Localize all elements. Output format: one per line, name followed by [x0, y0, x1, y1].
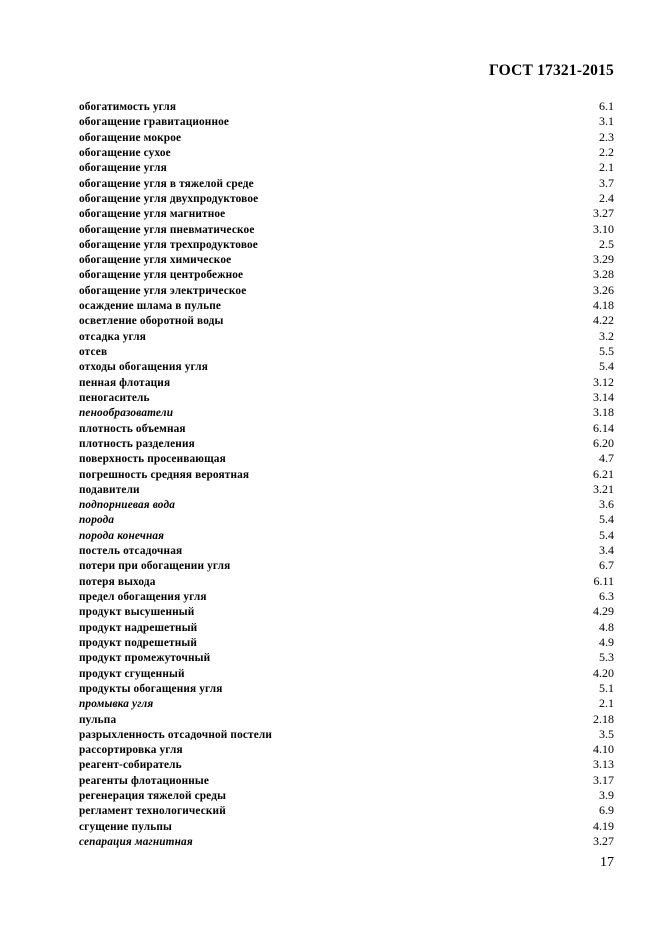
index-reference: 4.20 [593, 665, 614, 680]
index-term: промывка угля [79, 698, 154, 711]
index-reference: 3.6 [599, 497, 614, 512]
index-reference: 6.7 [599, 558, 614, 573]
index-entry [79, 635, 614, 650]
index-term: пеногаситель [79, 391, 150, 404]
index-entry [79, 742, 614, 757]
index-entry [79, 222, 614, 237]
index-term: отсев [79, 346, 108, 358]
index-term: обогащение угля в тяжелой среде [79, 177, 254, 190]
index-entry [79, 558, 614, 573]
index-reference: 2.5 [599, 236, 614, 251]
index-entry [79, 160, 614, 175]
index-entry [79, 819, 614, 834]
index-entry [79, 620, 614, 635]
index-term: реагенты флотационные [79, 774, 210, 787]
index-reference: 5.4 [599, 359, 614, 374]
index-entry [79, 436, 614, 451]
index-term: обогащение угля химическое [79, 254, 232, 267]
index-reference: 3.28 [593, 267, 614, 282]
index-reference: 2.1 [599, 696, 614, 711]
index-term: продукт сгущенный [79, 667, 185, 680]
index-reference: 4.22 [593, 313, 614, 328]
index-reference: 5.3 [599, 650, 614, 665]
index-reference: 5.4 [599, 527, 614, 542]
index-reference: 4.10 [593, 742, 614, 757]
index-term: обогащение угля пневматическое [79, 223, 255, 236]
index-entry [79, 145, 614, 160]
index-term: погрешность средняя вероятная [79, 468, 250, 481]
index-term: плотность объемная [79, 422, 186, 435]
index-reference: 3.9 [599, 788, 614, 803]
index-entry [79, 283, 614, 298]
index-entry [79, 99, 614, 114]
index-reference: 3.27 [593, 834, 614, 848]
index-entry [79, 543, 614, 558]
index-entry [79, 267, 614, 282]
index-entry [79, 313, 614, 328]
index-entry [79, 191, 614, 206]
index-entry [79, 344, 614, 359]
index-entry [79, 803, 614, 818]
index-term: порода [79, 514, 115, 527]
index-term: отсадка угля [79, 330, 146, 343]
index-reference: 4.7 [599, 451, 614, 466]
index-reference: 2.3 [599, 129, 614, 144]
index-term: обогащение угля магнитное [79, 208, 226, 221]
index-entry [79, 114, 614, 129]
index-entry [79, 757, 614, 772]
index-entry [79, 390, 614, 405]
index-term: плотность разделения [79, 437, 195, 450]
index-entry [79, 237, 614, 252]
index-term: регламент технологический [79, 805, 226, 818]
index-entry [79, 252, 614, 267]
index-term: обогащение мокрое [79, 131, 182, 144]
index-term: рассортировка угля [79, 744, 183, 757]
index-entry [79, 604, 614, 619]
index-entry [79, 788, 614, 803]
index-entry [79, 467, 614, 482]
index-entry [79, 482, 614, 497]
index-reference: 3.26 [593, 282, 614, 297]
index-entry [79, 727, 614, 742]
index-reference: 3.7 [599, 175, 614, 190]
index-term: обогащение угля двухпродуктовое [79, 192, 259, 205]
index-reference: 4.29 [593, 604, 614, 619]
index-entry [79, 206, 614, 221]
index-reference: 3.13 [593, 757, 614, 772]
index-reference: 6.1 [599, 99, 614, 113]
index-entry [79, 298, 614, 313]
index-entry [79, 329, 614, 344]
index-entry [79, 176, 614, 191]
index-entry [79, 528, 614, 543]
index-term: обогащение угля центробежное [79, 269, 244, 282]
index-reference: 4.19 [593, 818, 614, 833]
index-reference: 3.29 [593, 252, 614, 267]
index-term: обогащение угля трехпродуктовое [79, 238, 258, 251]
index-reference: 5.1 [599, 680, 614, 695]
index-term: сгущение пульпы [79, 820, 172, 833]
index-term: обогащение угля электрическое [79, 284, 247, 297]
index-term: продукты обогащения угля [79, 682, 223, 695]
index-entry [79, 666, 614, 681]
index-reference: 6.20 [593, 435, 614, 450]
index-reference: 3.4 [599, 543, 614, 558]
index-term: продукт промежуточный [79, 652, 211, 665]
index-entry [79, 451, 614, 466]
index-term: подавители [79, 483, 140, 496]
index-entry [79, 130, 614, 145]
page-number: 17 [600, 855, 614, 870]
index-term: порода конечная [79, 529, 165, 542]
index-reference: 6.11 [593, 573, 614, 588]
index-reference: 4.9 [599, 634, 614, 649]
index-reference: 2.18 [593, 711, 614, 726]
index-reference: 3.1 [599, 114, 614, 129]
index-reference: 3.21 [593, 481, 614, 496]
index-term: потери при обогащении угля [79, 560, 231, 573]
index-term: обогащение гравитационное [79, 116, 230, 129]
index-entry [79, 497, 614, 512]
index-term: осветление оборотной воды [79, 315, 224, 328]
document-header: ГОСТ 17321-2015 [488, 62, 614, 79]
index-entry [79, 421, 614, 436]
index-entry [79, 712, 614, 727]
index-term: разрыхленность отсадочной постели [79, 728, 273, 741]
index-term: осаждение шлама в пульпе [79, 300, 222, 313]
index-reference: 5.4 [599, 512, 614, 527]
index-term: обогатимость угля [79, 101, 177, 113]
index-term: постель отсадочная [79, 545, 183, 558]
index-entry [79, 574, 614, 589]
index-reference: 3.18 [593, 405, 614, 420]
index-reference: 6.9 [599, 803, 614, 818]
index-reference: 4.18 [593, 298, 614, 313]
index-term: продукт высушенный [79, 606, 195, 619]
index-term: реагент-собиратель [79, 759, 182, 772]
index-term: обогащение угля [79, 162, 167, 175]
index-term: регенерация тяжелой среды [79, 790, 227, 803]
index-term: потеря выхода [79, 575, 156, 588]
index-reference: 3.17 [593, 772, 614, 787]
index-reference: 3.12 [593, 374, 614, 389]
index-reference: 3.14 [593, 389, 614, 404]
index-term: пульпа [79, 713, 117, 726]
index-term: поверхность просеивающая [79, 453, 226, 466]
index-entry [79, 650, 614, 665]
index-entry [79, 696, 614, 711]
index-entry [79, 405, 614, 420]
index-reference: 5.5 [599, 344, 614, 358]
index-entry [79, 834, 614, 849]
index-reference: 3.5 [599, 726, 614, 741]
index-reference: 3.10 [593, 221, 614, 236]
index-term: подпорниевая вода [79, 499, 175, 512]
index-term: обогащение сухое [79, 146, 171, 159]
index-term: продукт подрешетный [79, 636, 197, 649]
index-reference: 6.14 [593, 420, 614, 435]
index-reference: 6.21 [593, 466, 614, 481]
term-index-list [79, 99, 614, 849]
index-term: сепарация магнитная [79, 836, 193, 848]
index-term: продукт надрешетный [79, 621, 198, 634]
index-reference: 2.2 [599, 144, 614, 159]
index-reference: 3.27 [593, 206, 614, 221]
index-entry [79, 589, 614, 604]
index-reference: 6.3 [599, 589, 614, 603]
index-entry [79, 375, 614, 390]
index-reference: 2.1 [599, 160, 614, 175]
index-reference: 4.8 [599, 619, 614, 634]
index-term: пенообразователи [79, 407, 174, 420]
index-entry [79, 359, 614, 374]
index-entry [79, 512, 614, 527]
index-reference: 2.4 [599, 190, 614, 205]
index-term: пенная флотация [79, 376, 171, 389]
index-term: отходы обогащения угля [79, 361, 208, 374]
index-entry [79, 681, 614, 696]
index-term: предел обогащения угля [79, 591, 207, 603]
index-reference: 3.2 [599, 328, 614, 343]
index-entry [79, 773, 614, 788]
